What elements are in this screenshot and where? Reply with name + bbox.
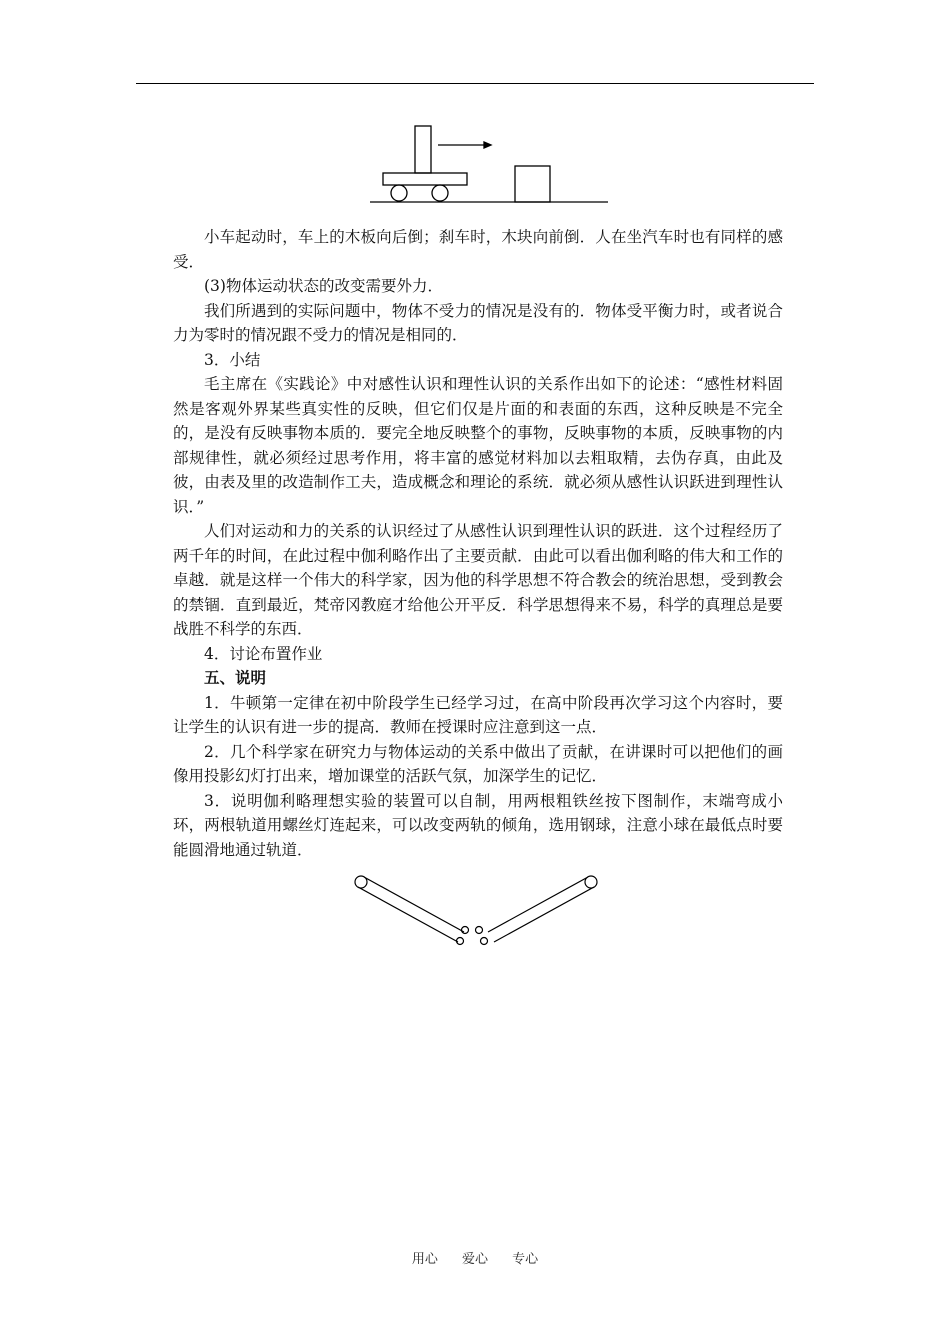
paragraph: 1．牛顿第一定律在初中阶段学生已经学习过，在高中阶段再次学习这个内容时，要让学生的认识有进一步的提高．教师在授课时应注意到这一点． (173, 693, 783, 736)
left-rail-edge (358, 887, 458, 942)
right-rail-edge (494, 887, 594, 942)
right-rail-edge (488, 877, 588, 932)
footer-text: 用心 (411, 1252, 438, 1267)
left-rail-bottom-ring (457, 938, 464, 945)
section-heading: 4．讨论布置作业 (204, 644, 323, 663)
footer-text: 专心 (512, 1252, 539, 1267)
cart-wheel-left (391, 185, 407, 201)
paragraph: (3)物体运动状态的改变需要外力． (204, 277, 443, 295)
paragraph: 我们所遇到的实际问题中，物体不受力的情况是没有的．物体受平衡力时，或者说合力为零时的情况跟不受力的情况是相同的． (173, 301, 783, 344)
paragraph: 毛主席在《实践论》中对感性认识和理性认识的关系作出如下的论述：“感性材料固然是客观外界某些真实性的反映，但它们仅是片面的和表面的东西，这种反映是不完全的，是没有反映事物本质的．要完全地反映整个的事物，反映事物的本质，反映事物的内部规律性，就必须经过思考作用，将丰富的感觉材料加以去粗取精，去伪存真，由此及彼，由表及里的改造制作工夫，造成概念和理论的系统．就必须从感性认识跃进到理性认识．” (173, 375, 783, 516)
footer-text: 爱心 (461, 1252, 488, 1267)
right-rail-bottom-ring (481, 938, 488, 945)
header-rule (136, 83, 814, 84)
cart-body (383, 173, 467, 185)
paragraph: 3．说明伽利略理想实验的装置可以自制，用两根粗铁丝按下图制作，末端弯成小环，两根轨道用螺丝灯连起来，可以改变两轨的倾角，选用钢球，注意小球在最低点时要能圆滑地通过轨道． (173, 791, 783, 859)
page-footer (0, 1248, 950, 1267)
rails-diagram (348, 870, 604, 950)
body-text (173, 225, 783, 862)
right-rail-bottom-ring (476, 927, 483, 934)
paragraph: 人们对运动和力的关系的认识经过了从感性认识到理性认识的跃进．这个过程经历了两千年的时间，在此过程中伽利略作出了主要贡献．由此可以看出伽利略的伟大和工作的卓越．就是这样一个伟大的科学家，因为他的科学思想不符合教会的统治思想，受到教会的禁锢．直到最近，梵帝冈教庭才给他公开平反．科学思想得来不易，科学的真理总是要战胜不科学的东西． (173, 522, 783, 638)
paragraph: 小车起动时，车上的木板向后倒；刹车时，木块向前倒．人在坐汽车时也有同样的感受． (173, 228, 783, 271)
wooden-block (515, 166, 550, 202)
left-rail-bottom-ring (462, 927, 469, 934)
section-title: 五、说明 (204, 668, 267, 687)
arrow-head (484, 142, 491, 148)
standing-board (415, 126, 431, 173)
cart-diagram (370, 118, 620, 208)
paragraph: 2．几个科学家在研究力与物体运动的关系中做出了贡献，在讲课时可以把他们的画像用投影幻灯打出来，增加课堂的活跃气氛，加深学生的记忆． (173, 742, 783, 785)
cart-wheel-right (432, 185, 448, 201)
section-heading: 3．小结 (204, 350, 261, 369)
left-rail-edge (364, 877, 464, 932)
